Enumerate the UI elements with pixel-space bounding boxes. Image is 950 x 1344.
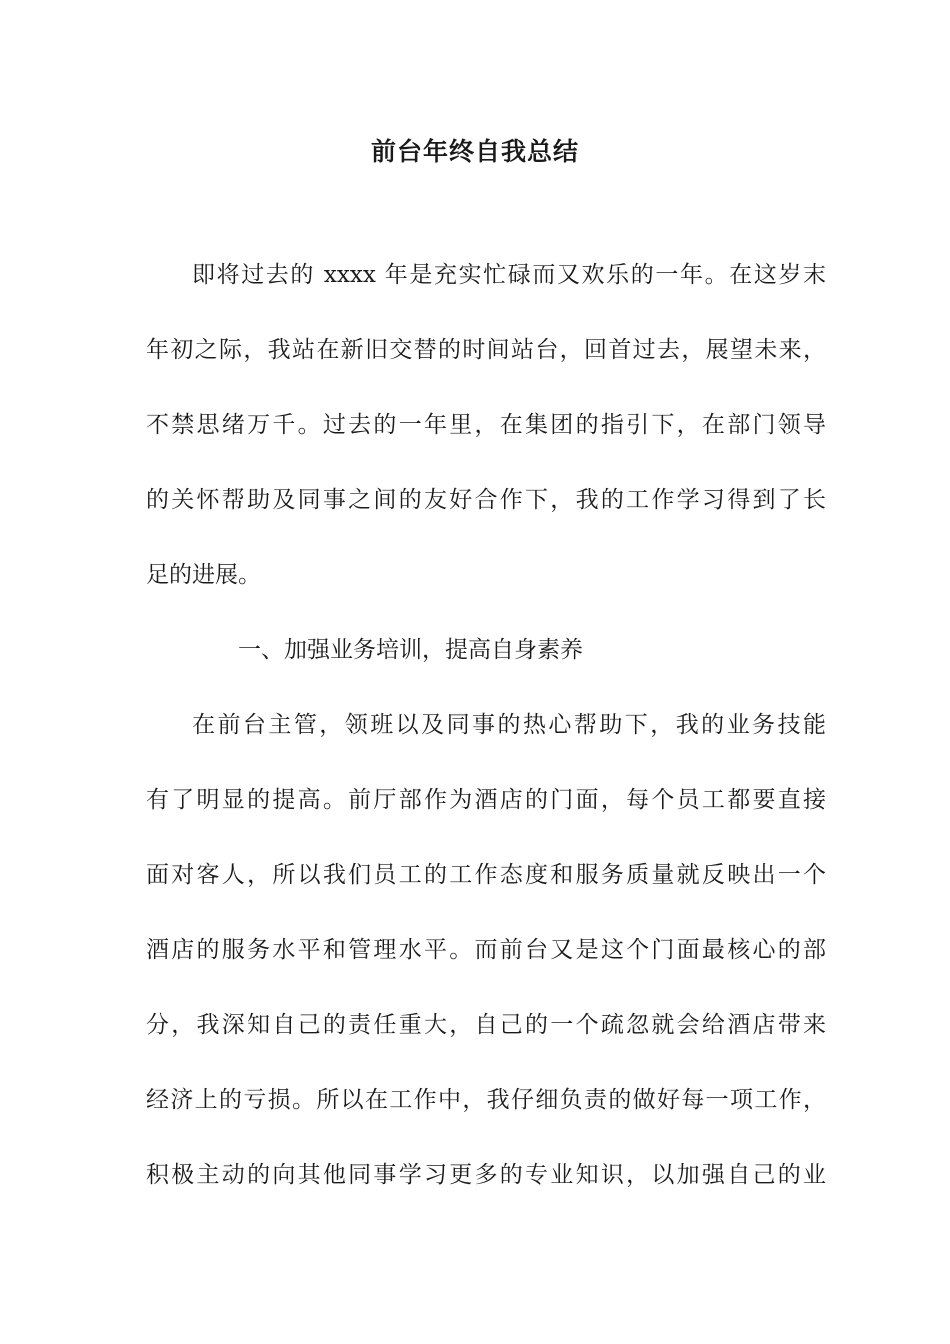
text-line: 在前台主管，领班以及同事的热心帮助下，我的业务技能 [192, 712, 826, 738]
text-line: 面对客人，所以我们员工的工作态度和服务质量就反映出一个 [146, 862, 826, 888]
text-line: 经济上的亏损。所以在工作中，我仔细负责的做好每一项工作， [146, 1087, 826, 1113]
text-line: 积极主动的向其他同事学习更多的专业知识，以加强自己的业 [146, 1162, 826, 1188]
document-body [146, 257, 826, 1232]
text-line: 酒店的服务水平和管理水平。而前台又是这个门面最核心的部 [146, 937, 826, 963]
text-line: 分，我深知自己的责任重大，自己的一个疏忽就会给酒店带来 [146, 1012, 826, 1038]
section-heading: 一、加强业务培训，提高自身素养 [238, 637, 583, 663]
text-line: 年初之际，我站在新旧交替的时间站台，回首过去，展望未来， [146, 337, 826, 363]
text-line: 不禁思绪万千。过去的一年里，在集团的指引下，在部门领导 [146, 412, 826, 438]
text-line: 的关怀帮助及同事之间的友好合作下，我的工作学习得到了长 [146, 487, 826, 513]
document-title: 前台年终自我总结 [370, 137, 579, 166]
text-line: 有了明显的提高。前厅部作为酒店的门面，每个员工都要直接 [146, 787, 826, 813]
text-line: 足的进展。 [146, 562, 261, 588]
text-line: 即将过去的 xxxx 年是充实忙碌而又欢乐的一年。在这岁末 [192, 262, 826, 288]
